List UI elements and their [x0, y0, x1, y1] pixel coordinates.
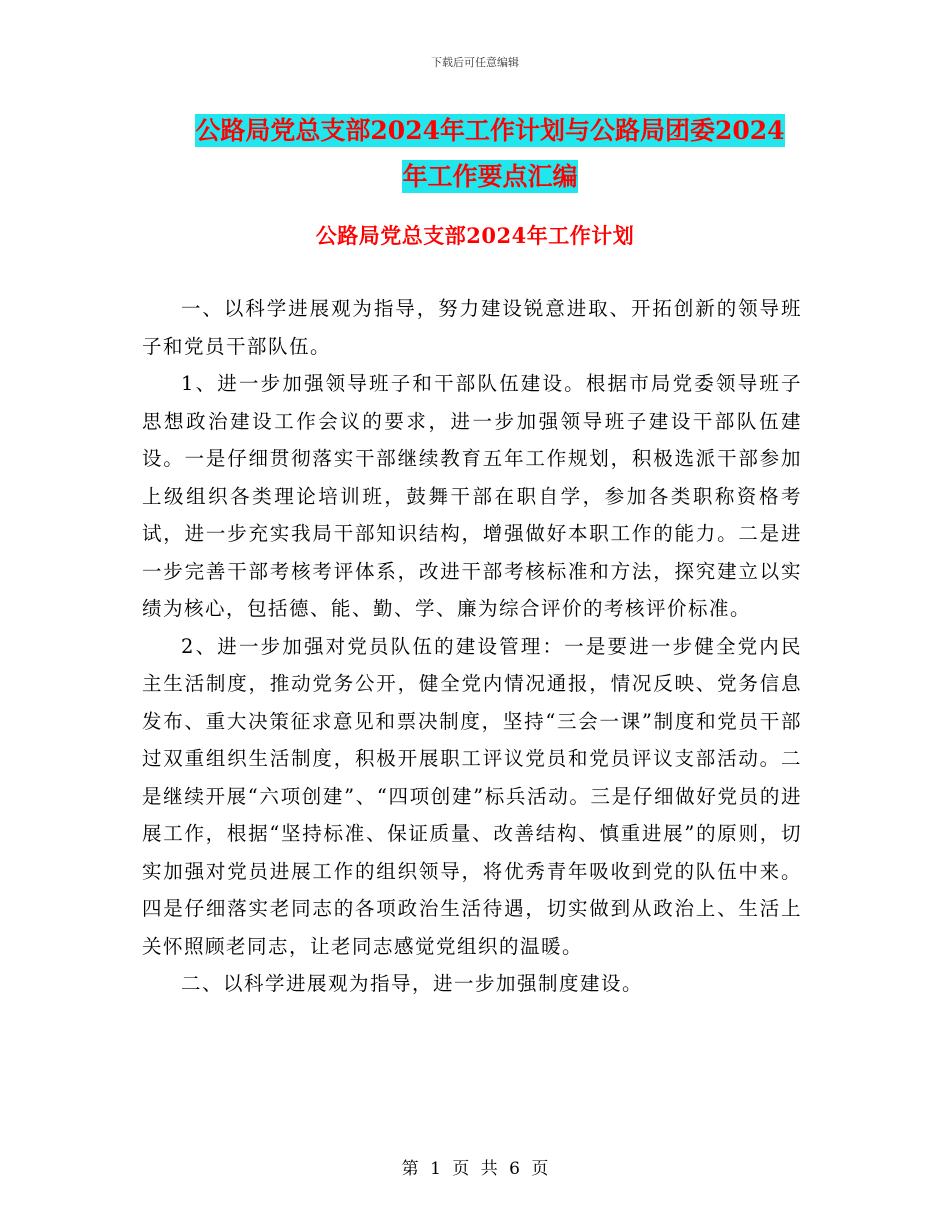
paragraph: 1、进一步加强领导班子和干部队伍建设。根据市局党委领导班子思想政治建设工作会议的要求，进一步加强领导班子建设干部队伍建设。一是仔细贯彻落实干部继续教育五年工作规划，积极选派干部参加上级组织各类理论培训班，鼓舞干部在职自学，参加各类职称资格考试，进一步充实我局干部知识结构，增强做好本职工作的能力。二是进一步完善干部考核考评体系，改进干部考核标准和方法，探究建立以实绩为核心，包括德、能、勤、学、廉为综合评价的考核评价标准。 [142, 372, 802, 620]
document-title-line-2: 年工作要点汇编 [402, 162, 578, 191]
header-note: 下载后可任意编辑 [431, 56, 519, 69]
section-heading: 公路局党总支部2024年工作计划 [315, 223, 635, 248]
page-number-footer: 第 1 页 共 6 页 [401, 1159, 549, 1179]
document-title [140, 108, 840, 200]
paragraph: 一、以科学进展观为指导，努力建设锐意进取、开拓创新的领导班子和党员干部队伍。 [142, 297, 802, 358]
body-text [142, 290, 802, 1003]
document-title-line-1: 公路局党总支部2024年工作计划与公路局团委2024 [195, 116, 785, 145]
paragraph: 2、进一步加强对党员队伍的建设管理：一是要进一步健全党内民主生活制度，推动党务公开，健全党内情况通报，情况反映、党务信息发布、重大决策征求意见和票决制度，坚持“三会一课”制度和党员干部过双重组织生活制度，积极开展职工评议党员和党员评议支部活动。二是继续开展“六项创建”、“四项创建”标兵活动。三是仔细做好党员的进展工作，根据“坚持标准、保证质量、改善结构、慎重进展”的原则，切实加强对党员进展工作的组织领导，将优秀青年吸收到党的队伍中来。四是仔细落实老同志的各项政治生活待遇，切实做到从政治上、生活上关怀照顾老同志，让老同志感觉党组织的温暖。 [142, 634, 802, 958]
paragraph: 二、以科学进展观为指导，进一步加强制度建设。 [181, 972, 644, 995]
